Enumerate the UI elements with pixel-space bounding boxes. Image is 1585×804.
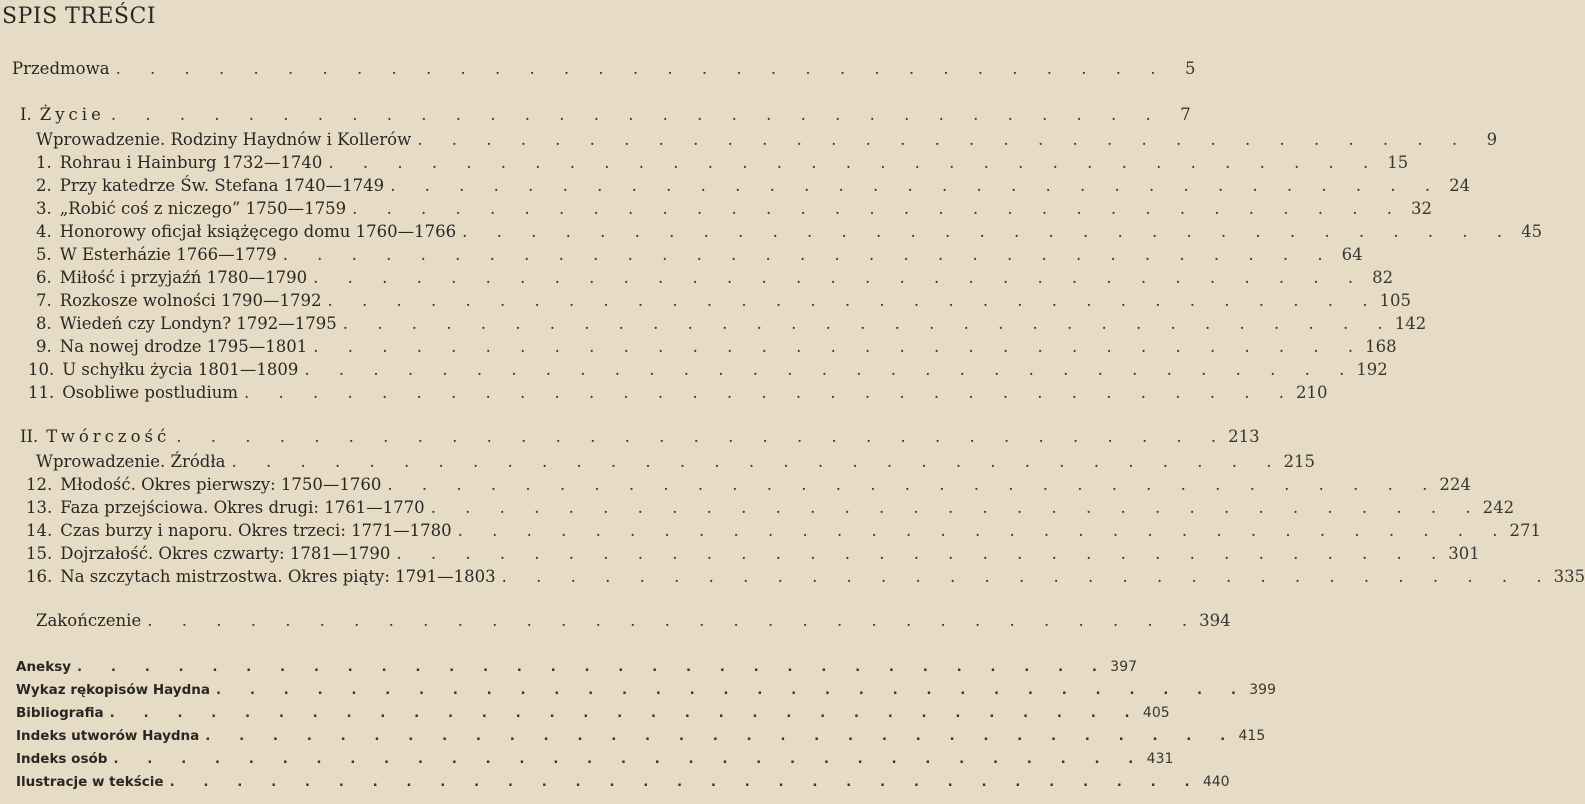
dot-leader: . . . . . . . . . . . . . . . . . . . . . . . . . . . . . . . <box>313 337 1366 356</box>
toc-entry <box>36 152 1409 174</box>
toc-entry-page-number: 5 <box>1185 59 1196 78</box>
toc-entry <box>28 382 1328 404</box>
toc-entry-number: 6. <box>36 268 52 287</box>
dot-leader: . . . . . . . . . . . . . . . . . . . . . . . . . . . . . . . <box>304 360 1357 379</box>
dot-leader: . . . . . . . . . . . . . . . . . . . . . . . . . . . . . . . <box>352 199 1405 218</box>
dot-leader: . . . . . . . . . . . . . . . . . . . . . . . . . . . . . . . <box>342 314 1395 333</box>
dot-leader: . . . . . . . . . . . . . . . . . . . . . . . . . . . . . . . <box>77 659 1110 675</box>
toc-entry-number: 3. <box>36 199 52 218</box>
toc-entry-page-number: 213 <box>1228 427 1260 446</box>
toc-entry-page-number: 399 <box>1249 682 1276 698</box>
toc-entry-page-number: 415 <box>1238 728 1266 744</box>
toc-entry-number: 9. <box>36 337 52 356</box>
dot-leader: . . . . . . . . . . . . . . . . . . . . . . . . . . . . . . . <box>109 705 1142 721</box>
toc-entry-label: „Robić coś z niczego” 1750—1759 <box>59 199 347 218</box>
toc-entry-label: Twórczość <box>46 427 171 446</box>
toc-entry <box>36 313 1427 335</box>
toc-entry <box>16 771 1230 793</box>
toc-entry-label: Faza przejściowa. Okres drugi: 1761—1770 <box>60 498 425 517</box>
toc-entry-number: 14. <box>26 521 53 540</box>
toc-entry-label: Wprowadzenie. Źródła <box>36 452 226 471</box>
toc-entry-number: 7. <box>36 291 52 310</box>
dot-leader: . . . . . . . . . . . . . . . . . . . . . . . . . . . . . . . <box>462 222 1515 241</box>
toc-entry-label: Wprowadzenie. Rodziny Haydnów i Kollerów <box>36 130 412 149</box>
toc-entry-number: 8. <box>36 314 52 333</box>
dot-leader: . . . . . . . . . . . . . . . . . . . . . . . . . . . . . . . <box>313 268 1366 287</box>
toc-entry <box>36 175 1471 197</box>
toc-entry-number: I. <box>20 105 32 124</box>
toc-entry-label: W Esterházie 1766—1779 <box>59 245 277 264</box>
page-title: SPIS TREŚCI <box>2 4 157 29</box>
toc-entry-number: II. <box>20 427 39 446</box>
toc-entry-page-number: 215 <box>1283 452 1315 471</box>
toc-entry-page-number: 301 <box>1448 544 1480 563</box>
toc-entry-page-number: 82 <box>1372 268 1394 287</box>
toc-entry-page-number: 168 <box>1365 337 1397 356</box>
toc-entry-label: Zakończenie <box>36 611 142 630</box>
dot-leader: . . . . . . . . . . . . . . . . . . . . . . . . . . . . . . . <box>501 567 1554 586</box>
toc-entry <box>36 336 1397 358</box>
toc-entry-number: 10. <box>28 360 55 379</box>
dot-leader: . . . . . . . . . . . . . . . . . . . . . . . . . . . . . . . <box>110 105 1163 124</box>
toc-entry <box>36 290 1411 312</box>
toc-entry-page-number: 45 <box>1521 222 1543 241</box>
toc-entry-label: Wiedeń czy Londyn? 1792—1795 <box>59 314 337 333</box>
toc-entry-page-number: 15 <box>1387 153 1409 172</box>
dot-leader: . . . . . . . . . . . . . . . . . . . . . . . . . . . . . . . <box>205 728 1238 744</box>
toc-entry <box>28 359 1388 381</box>
toc-entry-label: Przedmowa <box>12 59 110 78</box>
toc-entry <box>20 426 1260 448</box>
toc-entry-page-number: 9 <box>1486 130 1498 149</box>
toc-entry-label: Młodość. Okres pierwszy: 1750—1760 <box>60 475 382 494</box>
toc-entry-page-number: 271 <box>1509 521 1542 540</box>
toc-entry <box>36 198 1433 220</box>
dot-leader: . . . . . . . . . . . . . . . . . . . . . . . . . . . . . . . <box>169 774 1202 790</box>
toc-entry-number: 2. <box>36 176 52 195</box>
toc-entry-page-number: 105 <box>1379 291 1411 310</box>
dot-leader: . . . . . . . . . . . . . . . . . . . . . . . . . . . . . . . <box>457 521 1510 540</box>
toc-entry-page-number: 24 <box>1449 176 1471 195</box>
dot-leader: . . . . . . . . . . . . . . . . . . . . . . . . . . . . . . . <box>231 452 1284 471</box>
dot-leader: . . . . . . . . . . . . . . . . . . . . . . . . . . . . . . . <box>216 682 1248 698</box>
dot-leader: . . . . . . . . . . . . . . . . . . . . . . . . . . . . . . . <box>244 383 1296 402</box>
dot-leader: . . . . . . . . . . . . . . . . . . . . . . . . . . . . . . . <box>328 153 1381 172</box>
dot-leader: . . . . . . . . . . . . . . . . . . . . . . . . . . . . . . . <box>115 59 1168 78</box>
toc-entry-page-number: 224 <box>1439 475 1471 494</box>
toc-entry-page-number: 64 <box>1341 245 1363 264</box>
toc-entry-label: Indeks osób <box>16 751 108 767</box>
toc-entry-label: Bibliografia <box>16 705 104 721</box>
toc-entry-number: 12. <box>26 475 53 494</box>
toc-entry-label: Wykaz rękopisów Haydna <box>16 682 210 698</box>
toc-entry-page-number: 335 <box>1553 567 1585 586</box>
toc-entry-page-number: 405 <box>1142 705 1170 721</box>
toc-entry-page-number: 394 <box>1199 611 1231 630</box>
toc-entry <box>36 221 1543 243</box>
toc-entry-page-number: 242 <box>1482 498 1515 517</box>
dot-leader: . . . . . . . . . . . . . . . . . . . . . . . . . . . . . . . <box>113 751 1146 767</box>
toc-entry-label: Honorowy oficjał książęcego domu 1760—1766 <box>59 222 457 241</box>
toc-entry-number: 16. <box>26 567 53 586</box>
toc-entry-label: Dojrzałość. Okres czwarty: 1781—1790 <box>60 544 391 563</box>
toc-entry <box>26 520 1542 542</box>
dot-leader: . . . . . . . . . . . . . . . . . . . . . . . . . . . . . . . <box>430 498 1483 517</box>
toc-entry-page-number: 192 <box>1356 360 1388 379</box>
toc-entry <box>20 104 1191 126</box>
toc-entry-label: Indeks utworów Haydna <box>16 728 200 744</box>
toc-entry-label: Życie <box>39 105 105 124</box>
toc-entry <box>16 656 1138 678</box>
toc-entry-number: 11. <box>28 383 55 402</box>
toc-entry <box>36 451 1315 473</box>
toc-entry-number: 13. <box>26 498 53 517</box>
toc-entry-label: Osobliwe postludium <box>62 383 239 402</box>
dot-leader: . . . . . . . . . . . . . . . . . . . . . . . . . . . . . . . <box>387 475 1440 494</box>
toc-entry <box>36 267 1394 289</box>
toc-entry-label: Czas burzy i naporu. Okres trzeci: 1771—1780 <box>60 521 452 540</box>
dot-leader: . . . . . . . . . . . . . . . . . . . . . . . . . . . . . . . <box>417 130 1470 149</box>
toc-entry-page-number: 142 <box>1394 314 1427 333</box>
toc-entry <box>36 244 1363 266</box>
dot-leader: . . . . . . . . . . . . . . . . . . . . . . . . . . . . . . . <box>390 176 1443 195</box>
toc-entry <box>16 702 1170 724</box>
toc-entry <box>36 129 1498 151</box>
toc-entry-label: Na szczytach mistrzostwa. Okres piąty: 1791—1803 <box>60 567 496 586</box>
toc-entry-number: 1. <box>36 153 52 172</box>
toc-entry-page-number: 7 <box>1180 105 1191 124</box>
toc-entry-label: Aneksy <box>16 659 72 675</box>
toc-entry <box>26 497 1515 519</box>
toc-entry-label: Na nowej drodze 1795—1801 <box>59 337 308 356</box>
toc-entry-label: Ilustracje w tekście <box>16 774 164 790</box>
toc-entry-number: 15. <box>26 544 53 563</box>
toc-entry-label: Rozkosze wolności 1790—1792 <box>59 291 322 310</box>
toc-entry <box>16 725 1266 747</box>
dot-leader: . . . . . . . . . . . . . . . . . . . . . . . . . . . . . . . <box>147 611 1200 630</box>
toc-entry-label: Miłość i przyjaźń 1780—1790 <box>59 268 308 287</box>
toc-entry <box>26 566 1585 588</box>
dot-leader: . . . . . . . . . . . . . . . . . . . . . . . . . . . . . . . <box>282 245 1335 264</box>
toc-entry-number: 4. <box>36 222 52 241</box>
toc-entry-page-number: 32 <box>1411 199 1433 218</box>
toc-entry-page-number: 397 <box>1110 659 1138 675</box>
toc-entry-label: U schyłku życia 1801—1809 <box>62 360 299 379</box>
dot-leader: . . . . . . . . . . . . . . . . . . . . . . . . . . . . . . . <box>327 291 1380 310</box>
toc-entry <box>16 679 1276 701</box>
toc-entry-label: Przy katedrze Św. Stefana 1740—1749 <box>59 176 385 195</box>
dot-leader: . . . . . . . . . . . . . . . . . . . . . . . . . . . . . . . <box>176 427 1229 446</box>
toc-entry <box>26 474 1471 496</box>
toc-entry <box>12 58 1196 80</box>
toc-entry <box>36 610 1231 632</box>
toc-entry-page-number: 210 <box>1295 383 1328 402</box>
toc-entry-page-number: 431 <box>1146 751 1174 767</box>
toc-entry-page-number: 440 <box>1202 774 1230 790</box>
toc-entry-number: 5. <box>36 245 52 264</box>
toc-entry <box>26 543 1480 565</box>
toc-entry <box>16 748 1174 770</box>
toc-entry-label: Rohrau i Hainburg 1732—1740 <box>59 153 323 172</box>
dot-leader: . . . . . . . . . . . . . . . . . . . . . . . . . . . . . . . <box>396 544 1449 563</box>
